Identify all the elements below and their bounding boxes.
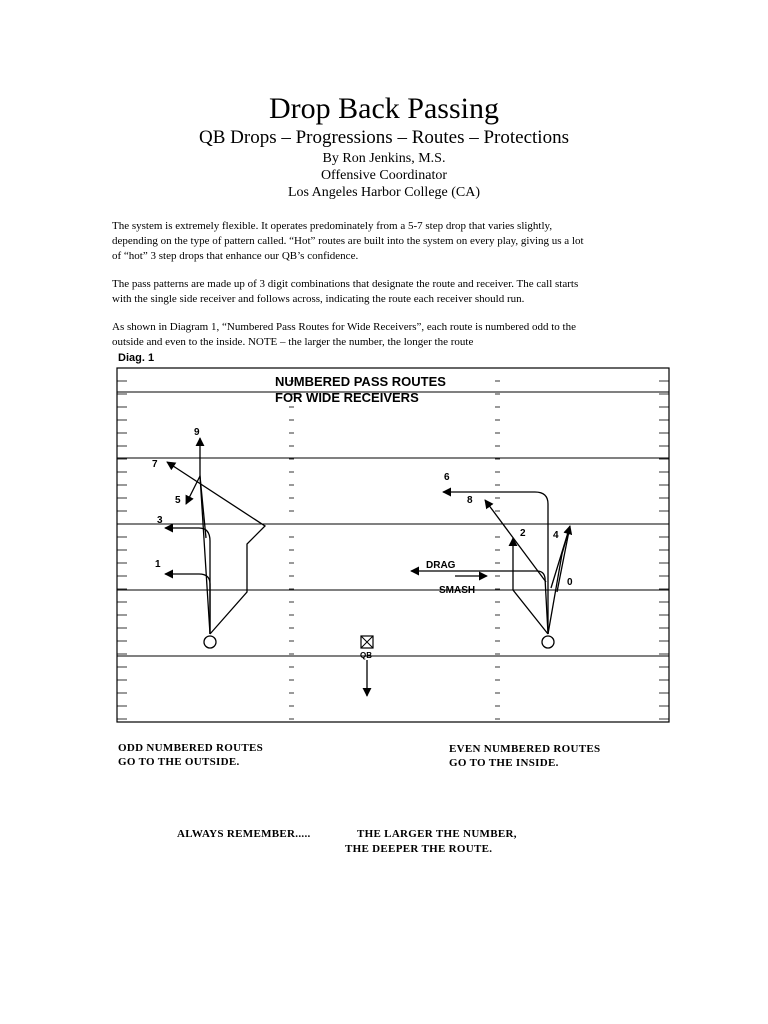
paragraph-3 [112,320,672,350]
route-number: 5 [175,495,181,506]
even-routes-note [449,742,600,770]
drag-label: DRAG [426,560,456,571]
note-line: EVEN NUMBERED ROUTES [449,743,601,755]
paragraph-line: with the single side receiver and follows across, indicating the route each receiver should run. [112,293,525,305]
route-number: 3 [157,515,163,526]
paragraph-line: The pass patterns are made up of 3 digit combinations that designate the route and receiver. The call starts [112,278,579,290]
pass-routes-diagram [115,366,671,724]
always-remember: ALWAYS REMEMBER..... [177,828,311,840]
larger-number-note: THE LARGER THE NUMBER, [357,828,517,840]
author-name: By Ron Jenkins, M.S. [322,151,446,166]
paragraph-line: The system is extremely flexible. It operates predominately from a 5-7 step drop that varies slightly, [112,220,553,232]
paragraph-2 [112,277,672,307]
route-number: 9 [194,427,200,438]
qb-label: QB [360,651,372,660]
diagram-title-line1: NUMBERED PASS ROUTES [275,374,446,389]
smash-label: SMASH [439,585,476,596]
page-title: Drop Back Passing [269,92,499,125]
note-line: GO TO THE OUTSIDE. [118,756,240,768]
route-number: 6 [444,472,450,483]
route-number: 7 [152,459,158,470]
deeper-route-note: THE DEEPER THE ROUTE. [345,843,493,855]
paragraph-line: As shown in Diagram 1, “Numbered Pass Routes for Wide Receivers”, each route is numbered odd to the [112,321,576,333]
paragraph-line: of “hot” 3 step drops that enhance our QB’s confidence. [112,250,359,262]
right-receiver [542,636,554,648]
diagram-title-line2: FOR WIDE RECEIVERS [275,390,419,405]
author-affiliation: Los Angeles Harbor College (CA) [287,185,481,200]
route-number: 4 [553,530,559,541]
route-number: 0 [567,577,573,588]
paragraph-line: outside and even to the inside. NOTE – the larger the number, the longer the route [112,336,474,348]
page-subtitle: QB Drops – Progressions – Routes – Protections [199,127,569,148]
left-receiver [204,636,216,648]
author-role: Offensive Coordinator [320,168,448,183]
note-line: ODD NUMBERED ROUTES [118,742,264,754]
paragraph-1 [112,219,672,264]
field-border [117,368,669,722]
route-number: 1 [155,559,161,570]
paragraph-line: depending on the type of pattern called. “Hot” routes are built into the system on every play, giving us a lot [112,235,584,247]
odd-routes-note [118,741,263,769]
route-number: 8 [467,495,473,506]
note-line: GO TO THE INSIDE. [449,757,559,769]
route-number: 2 [520,528,526,539]
diagram-label: Diag. 1 [118,352,155,364]
